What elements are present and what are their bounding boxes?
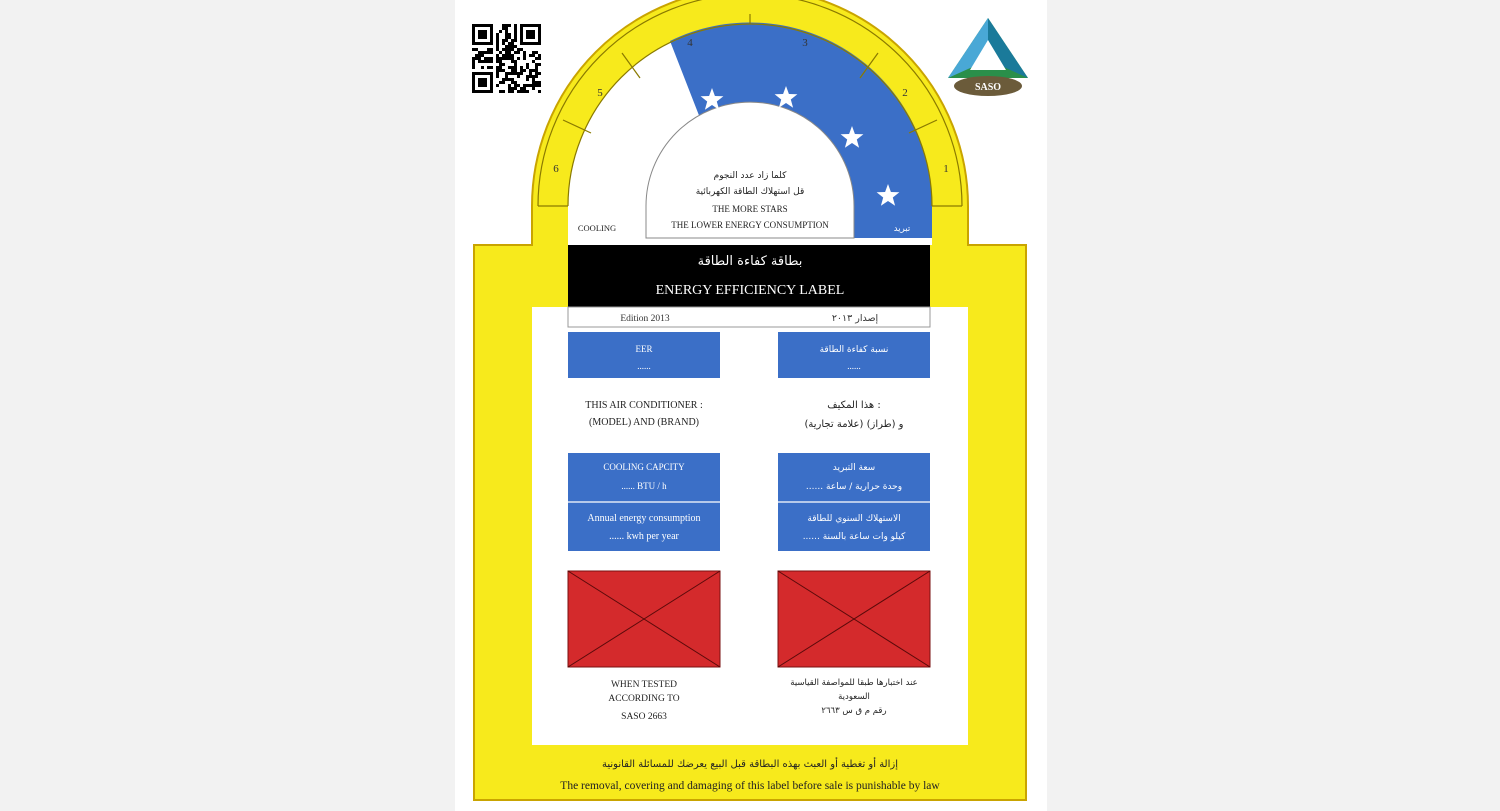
tested-en-2: ACCORDING TO — [608, 694, 680, 704]
eer-value-en: ...... — [637, 361, 651, 371]
model-en-2: (MODEL) AND (BRAND) — [589, 417, 699, 428]
scale-number-3: 3 — [802, 37, 808, 49]
annual-label-ar: الاستهلاك السنوي للطاقة — [807, 514, 901, 524]
scale-number-1: 1 — [943, 163, 949, 175]
eer-box-ar — [778, 332, 930, 378]
tested-ar-2: السعودية — [838, 692, 870, 702]
scale-number-6: 6 — [553, 163, 559, 175]
tested-en-1: WHEN TESTED — [610, 680, 678, 690]
eer-value-ar: ...... — [847, 361, 861, 371]
eer-label-en: EER — [635, 344, 653, 354]
capacity-label-en: COOLING CAPCITY — [603, 462, 685, 472]
footer-en: The removal, covering and damaging of this label before sale is punishable by law — [560, 780, 940, 792]
annual-value-en: ...... kwh per year — [609, 531, 679, 542]
capacity-label-ar: سعة التبريد — [832, 463, 876, 473]
saso-logo — [948, 18, 1028, 96]
tested-ar-1: عند اختبارها طبقا للمواصفة القياسية — [790, 678, 918, 688]
tagline-en-1: THE MORE STARS — [712, 204, 788, 214]
cooling-label-ar: تبريد — [893, 224, 911, 234]
model-ar-2: (علامة تجارية) و (طراز) — [804, 419, 904, 430]
annual-label-en: Annual energy consumption — [587, 513, 701, 524]
edition-ar: إصدار ٢٠١٣ — [831, 313, 879, 324]
title-ar: بطاقة كفاءة الطاقة — [697, 254, 803, 269]
model-en-1: THIS AIR CONDITIONER : — [585, 400, 703, 411]
eer-label-ar: نسبة كفاءة الطاقة — [819, 345, 889, 355]
logo-text: SASO — [974, 82, 1002, 93]
scale-number-5: 5 — [597, 87, 603, 99]
edition-en: Edition 2013 — [620, 314, 670, 324]
tagline-ar-1: كلما زاد عدد النجوم — [713, 171, 787, 181]
red-box-ar — [778, 571, 930, 667]
scale-number-2: 2 — [902, 87, 908, 99]
annual-value-ar: ...... كيلو وات ساعة بالسنة — [802, 532, 906, 542]
eer-box-en — [568, 332, 720, 378]
scale-number-4: 4 — [687, 37, 693, 49]
footer-ar: إزالة أو تغطية أو العبث بهذه البطاقة قبل البيع يعرضك للمسائلة القانونية — [602, 759, 898, 770]
tested-en-3: SASO 2663 — [621, 712, 667, 722]
capacity-value-ar: ...... وحدة حرارية / ساعة — [805, 482, 903, 492]
red-box-en — [568, 571, 720, 667]
model-ar-1: هذا المكيف : — [827, 400, 881, 411]
qr-code-icon — [470, 22, 543, 95]
cooling-label-en: COOLING — [577, 223, 617, 233]
title-en: ENERGY EFFICIENCY LABEL — [655, 283, 845, 298]
tested-ar-3: رقم م ق س ٢٦٦٣ — [821, 706, 887, 716]
tagline-en-2: THE LOWER ENERGY CONSUMPTION — [671, 220, 829, 230]
capacity-value-en: ...... BTU / h — [621, 481, 667, 491]
tagline-ar-2: قل استهلاك الطاقة الكهربائية — [695, 187, 805, 197]
